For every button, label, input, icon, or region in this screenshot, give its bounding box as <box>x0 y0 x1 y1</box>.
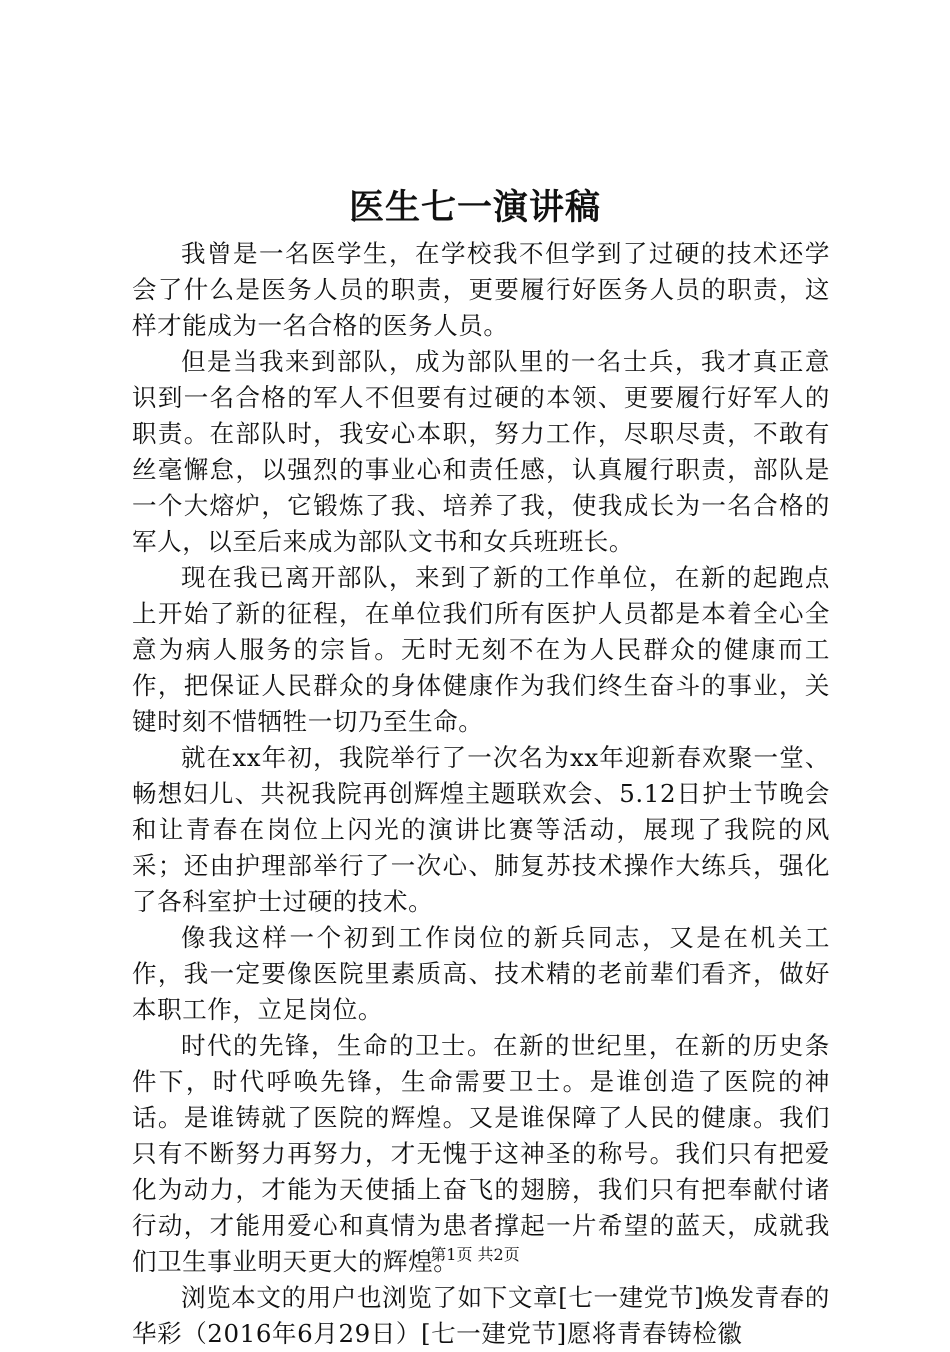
related-articles-paragraph: 浏览本文的用户也浏览了如下文章[七一建党节]焕发青春的华彩（2016年6月29日）[七一建党节]愿将青春铸检徽 <box>132 1283 830 1348</box>
document-title: 医生七一演讲稿 <box>348 187 601 228</box>
page-number-footer: 第1页 共2页 <box>430 1245 520 1264</box>
paragraph: 现在我已离开部队，来到了新的工作单位，在新的起跑点上开始了新的征程，在单位我们所有医护人员都是本着全心全意为病人服务的宗旨。无时无刻不在为人民群众的健康而工作，把保证人民群众的身体健康作为我们终生奋斗的事业，关键时刻不惜牺牲一切乃至生命。 <box>132 563 830 736</box>
paragraph: 像我这样一个初到工作岗位的新兵同志，又是在机关工作，我一定要像医院里素质高、技术精的老前辈们看齐，做好本职工作，立足岗位。 <box>132 923 830 1024</box>
paragraph: 时代的先锋，生命的卫士。在新的世纪里，在新的历史条件下，时代呼唤先锋，生命需要卫士。是谁创造了医院的神话。是谁铸就了医院的辉煌。又是谁保障了人民的健康。我们只有不断努力再努力，才无愧于这神圣的称号。我们只有把爱化为动力，才能为天使插上奋飞的翅膀，我们只有把奉献付诸行动，才能用爱心和真情为患者撑起一片希望的蓝天，成就我们卫生事业明天更大的辉煌。 <box>132 1031 830 1276</box>
document-body <box>132 236 830 1352</box>
paragraph: 但是当我来到部队，成为部队里的一名士兵，我才真正意识到一名合格的军人不但要有过硬的本领、更要履行好军人的职责。在部队时，我安心本职，努力工作，尽职尽责，不敢有丝毫懈怠，以强烈的事业心和责任感，认真履行职责，部队是一个大熔炉，它锻炼了我、培养了我，使我成长为一名合格的军人，以至后来成为部队文书和女兵班班长。 <box>132 347 830 556</box>
paragraph: 我曾是一名医学生，在学校我不但学到了过硬的技术还学会了什么是医务人员的职责，更要履行好医务人员的职责，这样才能成为一名合格的医务人员。 <box>132 239 830 340</box>
paragraph: 就在xx年初，我院举行了一次名为xx年迎新春欢聚一堂、畅想妇儿、共祝我院再创辉煌主题联欢会、5.12日护士节晚会和让青春在岗位上闪光的演讲比赛等活动，展现了我院的风采；还由护理部举行了一次心、肺复苏技术操作大练兵，强化了各科室护士过硬的技术。 <box>132 743 830 916</box>
